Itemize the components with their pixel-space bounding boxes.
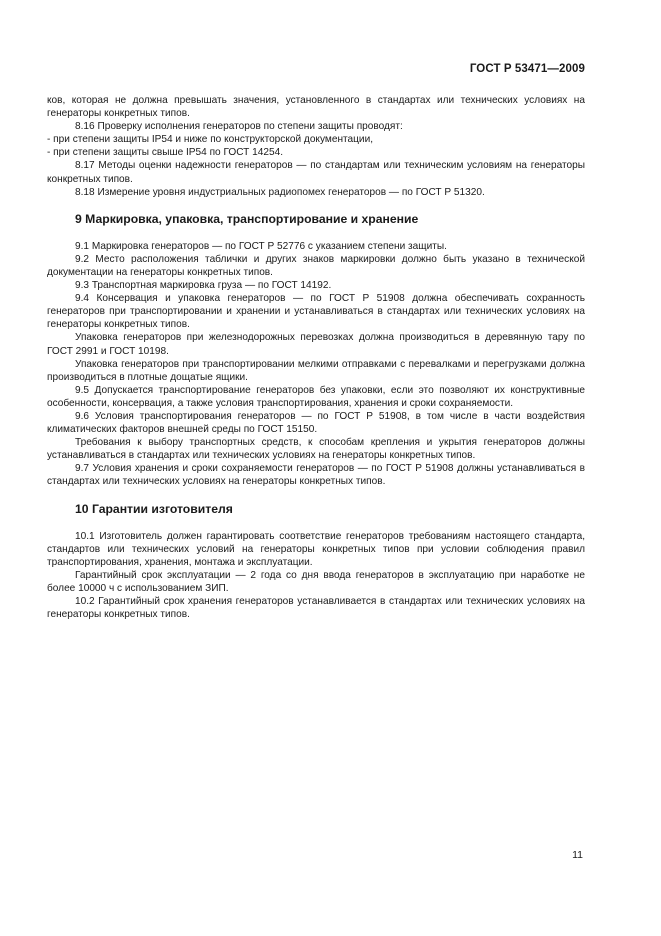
paragraph: 9.6 Условия транспортирования генераторов — по ГОСТ Р 51908, в том числе в части воздействия климатических факторов внешней среды по ГОСТ 15150.	[47, 410, 585, 436]
page-number: 11	[572, 849, 583, 861]
paragraph: 9.7 Условия хранения и сроки сохраняемости генераторов — по ГОСТ Р 51908 должны устанавливаться в стандартах или технических условиях на генераторы конкретных типов.	[47, 463, 585, 488]
document-code: ГОСТ Р 53471—2009	[469, 63, 585, 75]
paragraph: 8.16 Проверку исполнения генераторов по степени защиты проводят:	[75, 121, 403, 133]
paragraph: 9.5 Допускается транспортирование генераторов без упаковки, если это позволяют их конструктивные особенности, консервация, а также условия транспортирования, хранения и сроки сохраняемости.	[47, 384, 585, 409]
paragraph: 10.1 Изготовитель должен гарантировать соответствие генераторов требованиям настоящего стандарта, стандартов или технических условий на генераторы конкретных типов при условии соблюдения правил транспортирования, хранения, монтажа и эксплуатации.	[47, 530, 585, 568]
paragraph: 9.3 Транспортная маркировка груза — по ГОСТ 14192.	[75, 280, 332, 292]
paragraph: Гарантийный срок эксплуатации — 2 года со дня ввода генераторов в эксплуатацию при наработке не более 10000 ч с использованием ЗИП.	[47, 569, 585, 594]
list-item: - при степени защиты IP54 и ниже по конструкторской документации,	[47, 134, 374, 146]
document-body	[47, 94, 585, 621]
section-heading-10: 10 Гарантии изготовителя	[75, 501, 233, 516]
paragraph: Упаковка генераторов при транспортировании мелкими отправками с перевалками и перегрузками должна производиться в плотные дощатые ящики.	[47, 358, 585, 383]
paragraph: Упаковка генераторов при железнодорожных перевозках должна производиться в деревянную тару по ГОСТ 2991 и ГОСТ 10198.	[47, 332, 585, 357]
paragraph: Требования к выбору транспортных средств, к способам крепления и укрытия генераторов должны устанавливаться в стандартах или технических условиях на генераторы конкретных типов.	[47, 437, 585, 462]
paragraph: 8.17 Методы оценки надежности генераторов — по стандартам или техническим условиям на генераторы конкретных типов.	[47, 160, 585, 185]
section-heading-9: 9 Маркировка, упаковка, транспортирование и хранение	[75, 211, 419, 226]
list-item: - при степени защиты свыше IP54 по ГОСТ 14254.	[47, 147, 283, 159]
paragraph: 8.18 Измерение уровня индустриальных радиопомех генераторов — по ГОСТ Р 51320.	[75, 186, 485, 198]
paragraph: ков, которая не должна превышать значения, установленного в стандартах или технических условиях на генераторы конкретных типов.	[47, 95, 585, 120]
paragraph: 9.4 Консервация и упаковка генераторов — по ГОСТ Р 51908 должна обеспечивать сохранность генераторов при транспортировании и хранении и устанавливаться в стандартах или технических условиях на генераторы конкретных типов.	[47, 293, 585, 331]
paragraph: 10.2 Гарантийный срок хранения генераторов устанавливается в стандартах или технических условиях на генераторы конкретных типов.	[47, 596, 585, 621]
paragraph: 9.2 Место расположения таблички и других знаков маркировки должно быть указано в технической документации на генераторы конкретных типов.	[47, 253, 585, 278]
paragraph: 9.1 Маркировка генераторов — по ГОСТ Р 52776 с указанием степени защиты.	[75, 240, 447, 252]
